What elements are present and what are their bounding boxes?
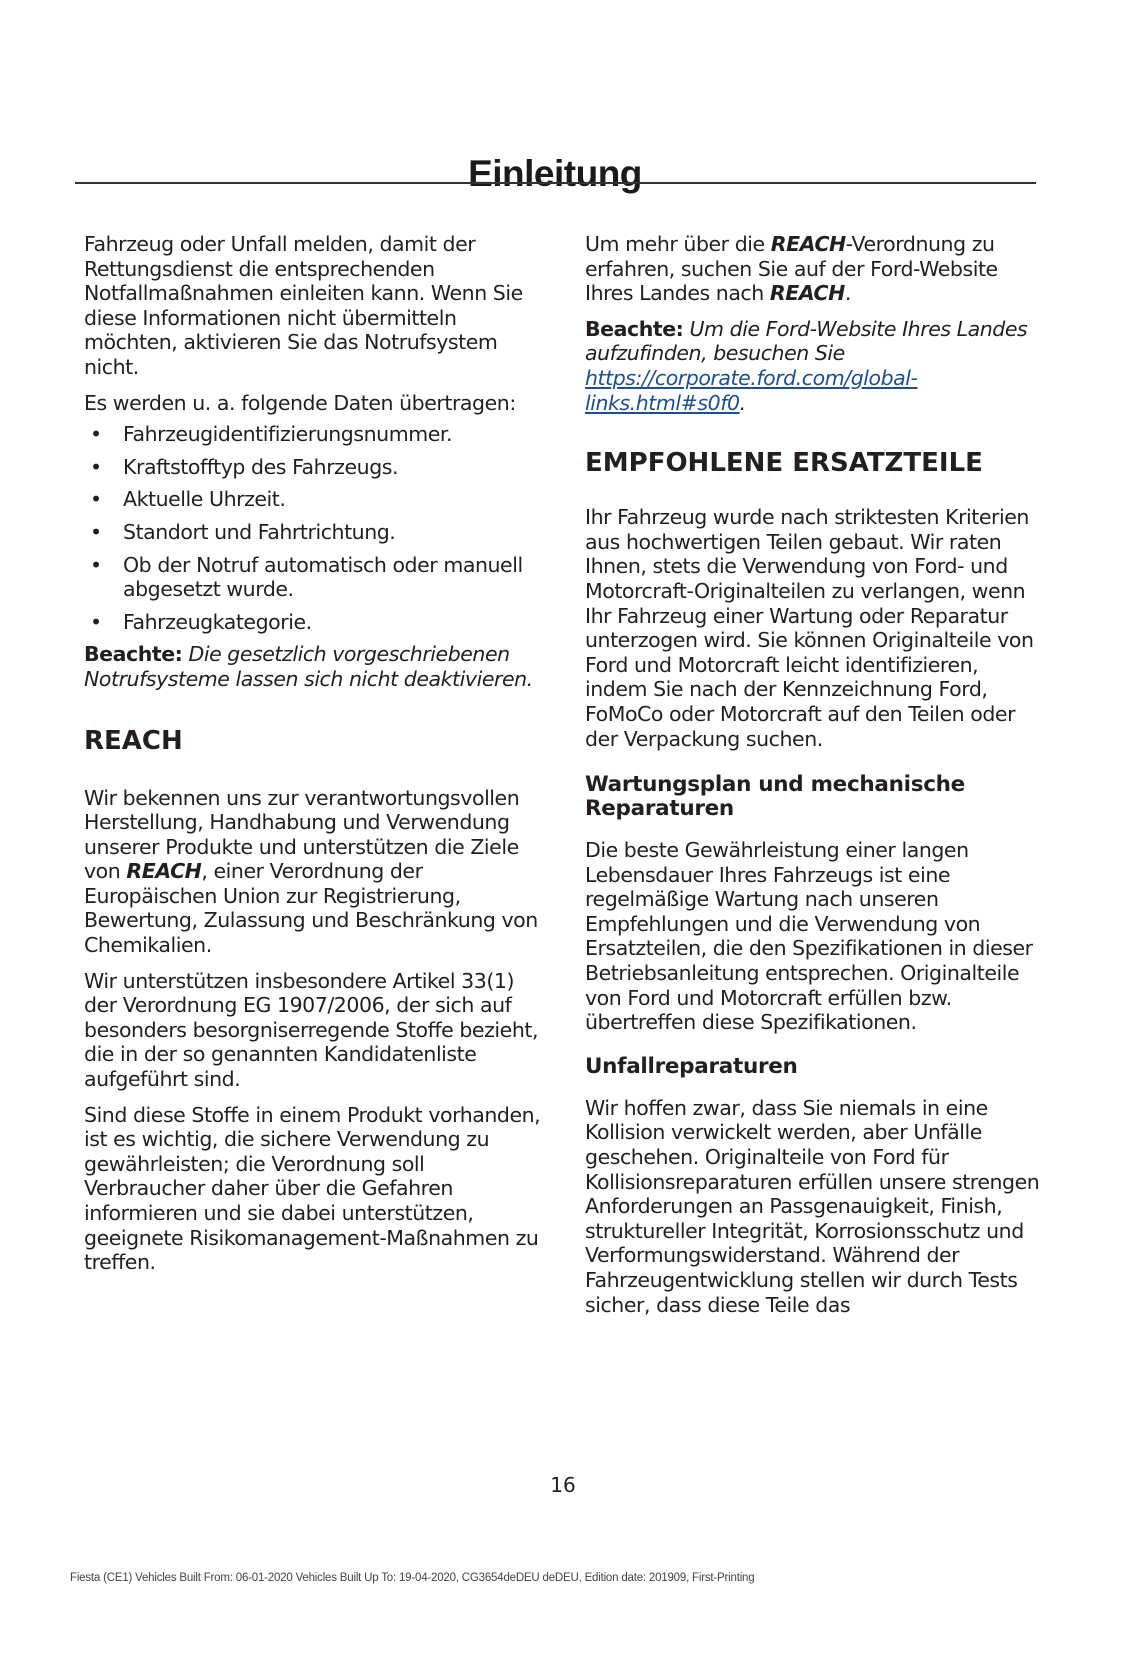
collision-paragraph: Wir hoffen zwar, dass Sie niemals in eine Kollision verwickelt werden, aber Unfälle geschehen. Originalteile von Ford für Kollisionsreparaturen erfüllen unsere strengen Anforderungen an Passgenauigkeit, Finish, struktureller Integrität, Korrosionsschutz und Verformungswiderstand. Während der Fahrzeugentwicklung stellen wir durch Tests sicher, dass diese Teile das	[585, 1095, 1040, 1317]
text-run: .	[739, 390, 746, 415]
subheading-maintenance: Wartungsplan und mechanische Reparaturen	[585, 772, 965, 822]
text-run: Wir bekennen uns zur verantwortungsvollen Herstellung, Handhabung und Verwendung unserer Produkte und unterstützen die Ziele von	[84, 785, 520, 884]
note-label: Beachte:	[585, 316, 684, 341]
reach-paragraph-1	[84, 786, 542, 958]
list-item-text: Fahrzeugidentifizierungsnummer.	[123, 422, 453, 447]
bullet-icon: •	[90, 519, 102, 544]
reach-paragraph-2: Wir unterstützen insbesondere Artikel 33(1) der Verordnung EG 1907/2006, der sich auf besonders besorgniserregende Stoffe bezieht, die in der so genannten Kandidatenliste aufgeführt sind.	[84, 968, 539, 1092]
list-item-text: Fahrzeugkategorie.	[123, 609, 312, 634]
bullet-icon: •	[90, 609, 102, 634]
maintenance-paragraph: Die beste Gewährleistung einer langen Lebensdauer Ihres Fahrzeugs ist eine regelmäßige Wartung nach unseren Empfehlungen und die Verwendung von Ersatzteilen, die den Spezifikationen in dieser Betriebsanleitung entsprechen. Originalteile von Ford und Motorcraft erfüllen bzw. übertreffen diese Spezifikationen.	[585, 838, 1033, 1035]
reach-emphasis: REACH	[769, 281, 845, 306]
transmitted-data-list	[84, 422, 542, 634]
page-number: 16	[550, 1473, 576, 1497]
list-item	[84, 610, 542, 635]
title-divider	[75, 182, 1036, 184]
reach-emphasis: REACH	[126, 859, 202, 884]
bullet-icon: •	[90, 552, 102, 577]
list-item-text: Kraftstofftyp des Fahrzeugs.	[123, 454, 399, 479]
text-run: Um mehr über die	[585, 232, 771, 256]
list-item-text: Standort und Fahrtrichtung.	[123, 519, 396, 544]
note-text: Die gesetzlich vorgeschriebenen Notrufsysteme lassen sich nicht deaktivieren.	[84, 642, 533, 691]
ford-global-links-link[interactable]: https://corporate.ford.com/global-links.html#s0f0	[585, 365, 918, 415]
reach-paragraph-3: Sind diese Stoffe in einem Produkt vorhanden, ist es wichtig, die sichere Verwendung zu gewährleisten; die Verordnung soll Verbraucher daher über die Gefahren informieren und sie dabei unterstützen, geeignete Risikomanagement-Maßnahmen zu treffen.	[84, 1102, 541, 1275]
list-item-text: Aktuelle Uhrzeit.	[123, 487, 286, 512]
bullet-icon: •	[90, 454, 102, 479]
reach-more-info	[585, 232, 1043, 306]
note-text: Um die Ford-Website Ihres Landes aufzufinden, besuchen Sie	[585, 316, 1028, 366]
bullet-icon: •	[90, 487, 102, 512]
intro-paragraph: Fahrzeug oder Unfall melden, damit der Rettungsdienst die entsprechenden Notfallmaßnahmen einleiten kann. Wenn Sie diese Informationen nicht übermitteln möchten, aktivieren Sie das Notrufsystem nicht.	[84, 232, 523, 379]
list-item	[84, 520, 542, 545]
document-footer: Fiesta (CE1) Vehicles Built From: 06-01-2020 Vehicles Built Up To: 19-04-2020, CG3654deDEU deDEU, Edition date: 201909, First-Printing	[70, 1572, 755, 1584]
data-list-intro: Es werden u. a. folgende Daten übertragen:	[84, 390, 516, 415]
page-title: Einleitung	[468, 152, 642, 194]
text-run: -Verordnung zu erfahren, suchen Sie auf der Ford-Website Ihres Landes nach	[585, 232, 998, 306]
subheading-collision-repairs: Unfallreparaturen	[585, 1053, 798, 1079]
reach-emphasis: REACH	[770, 232, 846, 256]
parts-paragraph: Ihr Fahrzeug wurde nach striktesten Kriterien aus hochwertigen Teilen gebaut. Wir raten Ihnen, stets die Verwendung von Ford- und Motorcraft-Originalteilen zu verlangen, wenn Ihr Fahrzeug einer Wartung oder Reparatur unterzogen wird. Sie können Originalteile von Ford und Motorcraft leicht identifizieren, indem Sie nach der Kennzeichnung Ford, FoMoCo oder Motorcraft auf den Teilen oder der Verpackung suchen.	[585, 505, 1034, 751]
section-heading-recommended-parts: EMPFOHLENE ERSATZTEILE	[585, 448, 983, 479]
section-heading-reach: REACH	[84, 725, 183, 756]
list-item	[84, 455, 542, 480]
bullet-icon: •	[90, 422, 102, 447]
list-item	[84, 553, 542, 602]
note-ford-website	[585, 317, 1043, 415]
text-run: , einer Verordnung der Europäischen Union zur Registrierung, Bewertung, Zulassung und Beschränkung von Chemikalien.	[84, 859, 538, 958]
right-column	[585, 232, 1043, 1328]
left-column	[84, 232, 542, 1286]
list-item-text: Ob der Notruf automatisch oder manuell abgesetzt wurde.	[123, 552, 523, 602]
list-item	[84, 422, 542, 447]
note-label: Beachte:	[84, 642, 183, 667]
note-emergency-system	[84, 642, 542, 691]
list-item	[84, 487, 542, 512]
text-run: .	[844, 281, 851, 306]
